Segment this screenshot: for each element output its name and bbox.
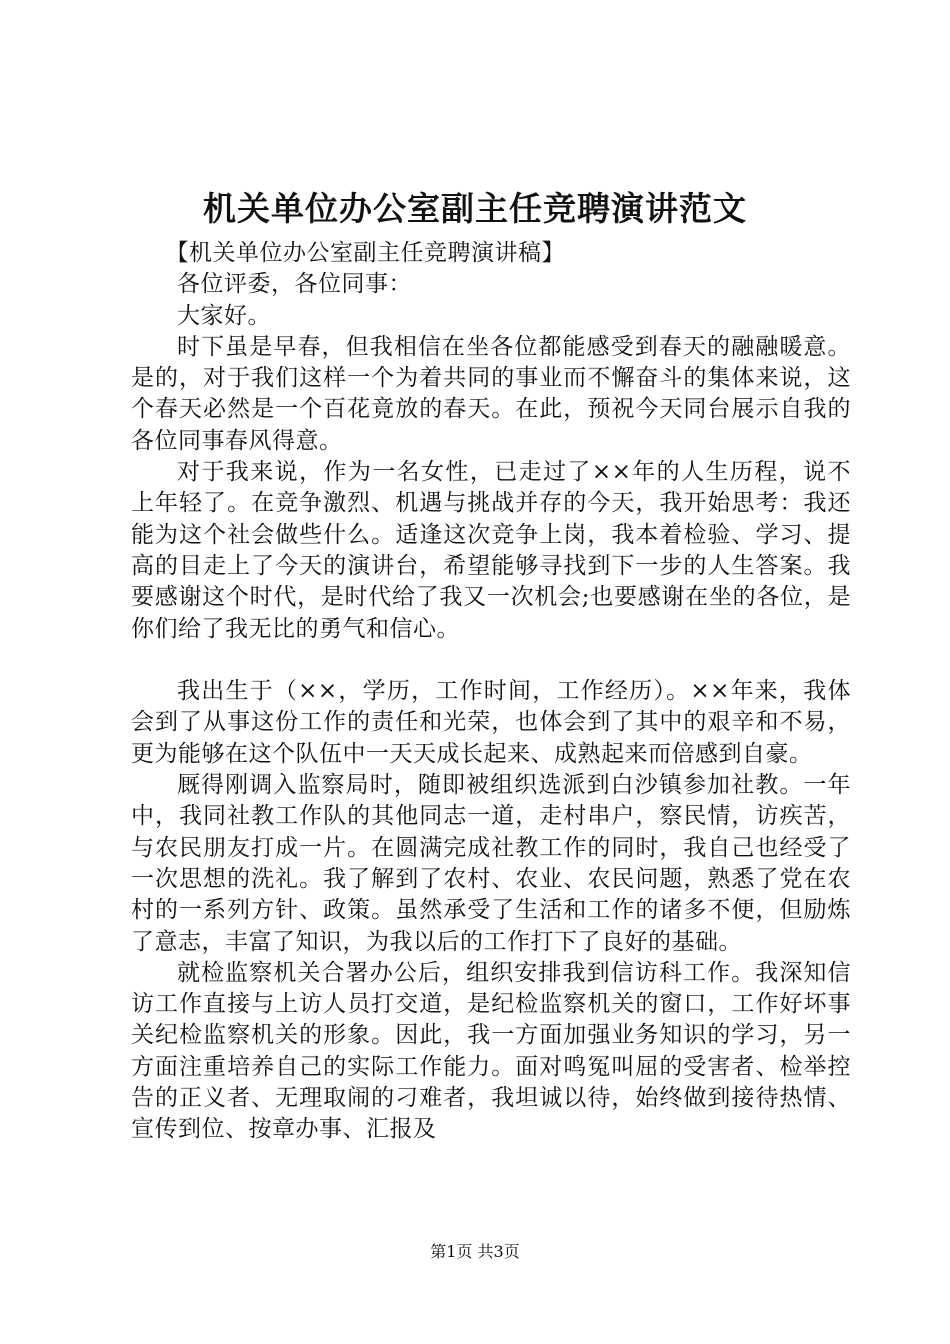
paragraph-salutation: 各位评委，各位同事：	[177, 271, 412, 298]
page-footer: 第1页 共3页	[430, 1242, 520, 1261]
paragraph-spacer	[131, 645, 851, 676]
paragraph-spring: 时下虽是早春，但我相信在坐各位都能感受到春天的融融暖意。是的，对于我们这样一个为着共同的事业而不懈奋斗的集体来说，这个春天必然是一个百花竟放的春天。在此，预祝今天同台展示自我的各位同事春风得意。	[131, 333, 851, 454]
paragraph-background: 我出生于（××，学历，工作时间，工作经历）。××年来，我体会到了从事这份工作的责任和光荣，也体会到了其中的艰辛和不易，更为能够在这个队伍中一天天成长起来、成熟起来而倍感到自豪。	[131, 678, 851, 767]
paragraph-self-intro: 对于我来说，作为一名女性，已走过了××年的人生历程，说不上年轻了。在竞争激烈、机遇与挑战并存的今天，我开始思考：我还能为这个社会做些什么。适逢这次竞争上岗，我本着检验、学习、提高的目走上了今天的演讲台，希望能够寻找到下一步的人生答案。我要感谢这个时代，是时代给了我又一次机会;也要感谢在坐的各位，是你们给了我无比的勇气和信心。	[131, 459, 851, 642]
paragraph-greeting: 大家好。	[177, 302, 271, 329]
document-title: 机关单位办公室副主任竞聘演讲范文	[203, 189, 747, 228]
paragraph-social-education: 厩得刚调入监察局时，随即被组织选派到白沙镇参加社教。一年中，我同社教工作队的其他同志一道，走村串户，察民情，访疾苦，与农民朋友打成一片。在圆满完成社教工作的同时，我自己也经受了一次思想的洗礼。我了解到了农村、农业、农民问题，熟悉了党在农村的一系列方针、政策。虽然承受了生活和工作的诸多不便，但励炼了意志，丰富了知识，为我以后的工作打下了良好的基础。	[131, 772, 851, 955]
paragraph-subtitle: 【机关单位办公室副主任竞聘演讲稿】	[165, 240, 565, 266]
paragraph-petition-work: 就检监察机关合署办公后，组织安排我到信访科工作。我深知信访工作直接与上访人员打交道，是纪检监察机关的窗口，工作好坏事关纪检监察机关的形象。因此，我一方面加强业务知识的学习，另一方面注重培养自己的实际工作能力。面对鸣冤叫屈的受害者、检举控告的正义者、无理取闹的刁难者，我坦诚以待，始终做到接待热情、宣传到位、按章办事、汇报及	[131, 959, 851, 1143]
document-body	[131, 238, 851, 1146]
